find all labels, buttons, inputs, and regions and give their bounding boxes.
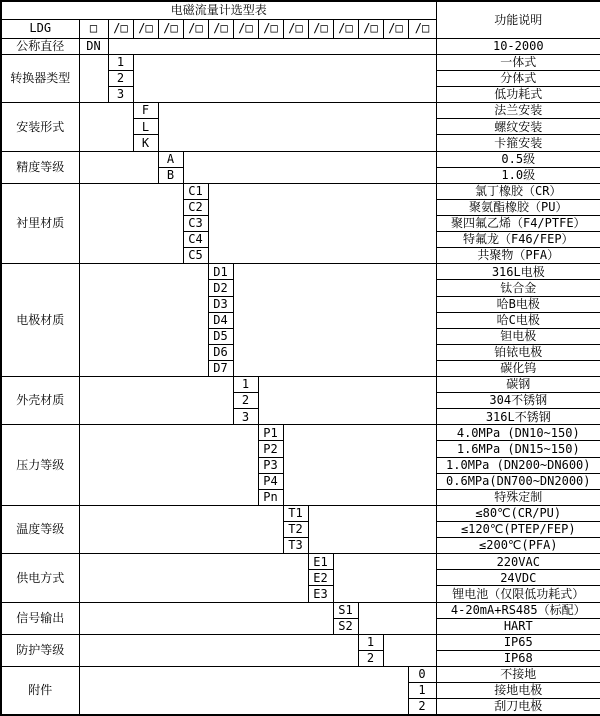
option-code: S1: [333, 602, 358, 618]
empty-span: [333, 554, 436, 602]
option-description: 316L不锈钢: [436, 409, 600, 425]
option-code: P3: [258, 457, 283, 473]
option-code: 2: [408, 699, 436, 715]
empty-span: [79, 667, 408, 715]
option-description: 卡箍安装: [436, 135, 600, 151]
option-description: 0.6MPa(DN700~DN2000): [436, 473, 600, 489]
row-label: 安装形式: [1, 103, 79, 151]
table-row: [1, 183, 600, 199]
row-label: 供电方式: [1, 554, 79, 602]
option-description: 1.0级: [436, 167, 600, 183]
option-description: 24VDC: [436, 570, 600, 586]
table-row: [1, 54, 600, 70]
option-code: 2: [358, 650, 383, 666]
option-description: 316L电极: [436, 264, 600, 280]
option-code: F: [133, 103, 158, 119]
empty-span: [79, 554, 308, 602]
option-code: C4: [183, 232, 208, 248]
option-description: 铂铱电极: [436, 344, 600, 360]
option-code: C2: [183, 199, 208, 215]
option-description: IP68: [436, 650, 600, 666]
table-row: [1, 602, 600, 618]
empty-span: [283, 425, 436, 506]
option-code: T2: [283, 522, 308, 538]
option-description: 220VAC: [436, 554, 600, 570]
option-description: 不接地: [436, 667, 600, 683]
table-row: [1, 634, 600, 650]
option-description: 钽电极: [436, 328, 600, 344]
empty-span: [79, 264, 208, 377]
option-code: T3: [283, 538, 308, 554]
empty-span: [79, 377, 233, 425]
empty-span: [233, 264, 436, 377]
option-code: S2: [333, 618, 358, 634]
row-label: 衬里材质: [1, 183, 79, 264]
row-label: 公称直径: [1, 38, 79, 54]
option-description: 哈B电极: [436, 296, 600, 312]
option-code: E3: [308, 586, 333, 602]
option-code: D6: [208, 344, 233, 360]
option-code: C5: [183, 248, 208, 264]
option-code: 3: [233, 409, 258, 425]
table-row: [1, 377, 600, 393]
option-code: K: [133, 135, 158, 151]
table-row: [1, 554, 600, 570]
option-code: Pn: [258, 489, 283, 505]
row-label: 精度等级: [1, 151, 79, 183]
code-slot: /□: [208, 19, 233, 38]
option-description: 1.0MPa (DN200~DN600): [436, 457, 600, 473]
table-row: [1, 151, 600, 167]
table-row: [1, 1, 600, 19]
option-code: D3: [208, 296, 233, 312]
empty-span: [79, 602, 333, 634]
option-description: 碳钢: [436, 377, 600, 393]
empty-span: [133, 54, 436, 102]
table-row: [1, 38, 600, 54]
option-description: 低功耗式: [436, 87, 600, 103]
option-code: T1: [283, 505, 308, 521]
table-row: [1, 103, 600, 119]
option-description: IP65: [436, 634, 600, 650]
option-description: 0.5级: [436, 151, 600, 167]
option-description: HART: [436, 618, 600, 634]
code-slot: /□: [133, 19, 158, 38]
code-slot: /□: [258, 19, 283, 38]
dn-box: □: [79, 19, 108, 38]
option-description: 4-20mA+RS485（标配）: [436, 602, 600, 618]
option-description: 聚四氟乙烯（F4/PTFE）: [436, 215, 600, 231]
code-slot: /□: [283, 19, 308, 38]
row-label: 信号输出: [1, 602, 79, 634]
option-description: 4.0MPa (DN10~150): [436, 425, 600, 441]
option-code: 3: [108, 87, 133, 103]
option-description: 一体式: [436, 54, 600, 70]
table-row: [1, 505, 600, 521]
empty-span: [258, 377, 436, 425]
option-description: 特殊定制: [436, 489, 600, 505]
code-slot: /□: [308, 19, 333, 38]
table-row: [1, 425, 600, 441]
code-slot: /□: [408, 19, 436, 38]
option-code: 1: [233, 377, 258, 393]
model-prefix: LDG: [1, 19, 79, 38]
option-code: D7: [208, 360, 233, 376]
empty-span: [79, 425, 258, 506]
empty-span: [158, 103, 436, 151]
code-slot: /□: [383, 19, 408, 38]
option-code: 1: [408, 683, 436, 699]
table-row: [1, 264, 600, 280]
option-code: L: [133, 119, 158, 135]
empty-span: [79, 54, 108, 102]
row-label: 附件: [1, 667, 79, 715]
option-code: D2: [208, 280, 233, 296]
option-code: E1: [308, 554, 333, 570]
empty-span: [79, 505, 283, 553]
option-description: 刮刀电极: [436, 699, 600, 715]
option-code: P4: [258, 473, 283, 489]
option-code: P1: [258, 425, 283, 441]
option-description: 1.6MPa (DN15~150): [436, 441, 600, 457]
code-slot: /□: [158, 19, 183, 38]
option-code: 1: [358, 634, 383, 650]
empty-span: [183, 151, 436, 183]
option-code: A: [158, 151, 183, 167]
option-description: 锂电池（仅限低功耗式）: [436, 586, 600, 602]
code-slot: /□: [233, 19, 258, 38]
option-description: 钛合金: [436, 280, 600, 296]
option-code: C1: [183, 183, 208, 199]
empty-span: [79, 151, 158, 183]
option-description: ≤120℃(PTEP/FEP): [436, 522, 600, 538]
option-description: 共聚物（PFA）: [436, 248, 600, 264]
option-code: D1: [208, 264, 233, 280]
code-slot: /□: [333, 19, 358, 38]
code-slot: /□: [358, 19, 383, 38]
empty-span: [358, 602, 436, 634]
code-slot: /□: [108, 19, 133, 38]
option-code: 2: [108, 70, 133, 86]
option-code: P2: [258, 441, 283, 457]
function-column-header: 功能说明: [436, 1, 600, 38]
option-code: B: [158, 167, 183, 183]
option-code: E2: [308, 570, 333, 586]
option-description: 分体式: [436, 70, 600, 86]
option-code: 0: [408, 667, 436, 683]
option-description: 氯丁橡胶（CR）: [436, 183, 600, 199]
row-label: 电极材质: [1, 264, 79, 377]
option-description: 碳化钨: [436, 360, 600, 376]
row-label: 外壳材质: [1, 377, 79, 425]
option-description: 螺纹安装: [436, 119, 600, 135]
empty-span: [208, 183, 436, 264]
option-code: 1: [108, 54, 133, 70]
option-description: 法兰安装: [436, 103, 600, 119]
option-description: 特氟龙（F46/FEP）: [436, 232, 600, 248]
row-label: 防护等级: [1, 634, 79, 666]
row-label: 压力等级: [1, 425, 79, 506]
option-code: C3: [183, 215, 208, 231]
empty-span: [308, 505, 436, 553]
empty-span: [79, 103, 133, 151]
option-code: DN: [79, 38, 108, 54]
table-row: [1, 667, 600, 683]
option-code: 2: [233, 393, 258, 409]
option-description: 哈C电极: [436, 312, 600, 328]
option-description: ≤80℃(CR/PU): [436, 505, 600, 521]
option-description: 聚氨酯橡胶（PU）: [436, 199, 600, 215]
option-description: ≤200℃(PFA): [436, 538, 600, 554]
option-code: D5: [208, 328, 233, 344]
option-description: 10-2000: [436, 38, 600, 54]
empty-span: [79, 634, 358, 666]
empty-span: [383, 634, 436, 666]
code-slot: /□: [183, 19, 208, 38]
option-code: D4: [208, 312, 233, 328]
row-label: 温度等级: [1, 505, 79, 553]
empty-span: [79, 183, 183, 264]
option-description: 304不锈钢: [436, 393, 600, 409]
row-label: 转换器类型: [1, 54, 79, 102]
empty-span: [108, 38, 436, 54]
table-title: 电磁流量计选型表: [1, 1, 436, 19]
option-description: 接地电极: [436, 683, 600, 699]
